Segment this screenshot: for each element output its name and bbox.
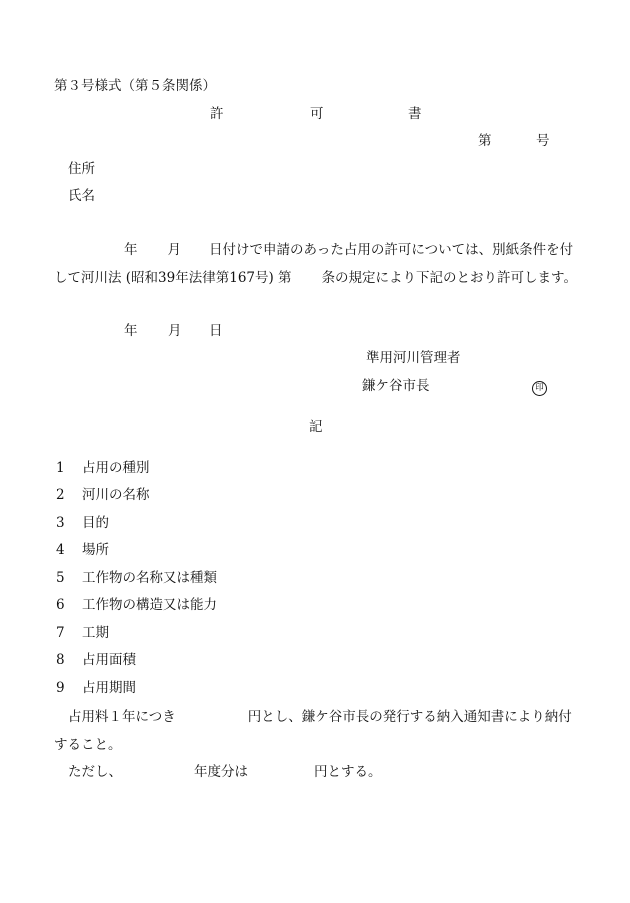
list-item (56, 654, 136, 668)
list-item (56, 544, 109, 558)
list-item (56, 599, 217, 613)
body-date-text: 日付けで申請のあった占用の許可については、別紙条件を付して河川法 (昭和39年法律第167号) 第 (54, 242, 574, 286)
item-number: 9 (56, 680, 65, 696)
item-number: 1 (56, 460, 65, 476)
item-label: 目的 (82, 515, 109, 531)
fee-text-2: 円とし、鎌ケ谷市長の発行する納入通知書により納付すること。 (54, 709, 572, 753)
proviso-text-3: 円とする。 (314, 764, 382, 780)
item-label: 工期 (82, 625, 109, 641)
proviso-line (68, 766, 382, 780)
seal-mark (532, 380, 547, 396)
body-year: 年 (124, 242, 138, 258)
issue-day: 日 (209, 323, 223, 339)
item-number: 5 (56, 570, 65, 586)
item-number: 6 (56, 597, 65, 613)
list-item (56, 572, 217, 586)
seal-icon: 印 (532, 381, 547, 396)
body-article-text: 条の規定により下記のとおり許可します。 (321, 270, 577, 286)
item-label: 工作物の構造又は能力 (82, 597, 217, 613)
heading-char-3: 書 (408, 106, 422, 122)
item-label: 占用の種別 (82, 460, 150, 476)
list-item (56, 682, 136, 696)
proviso-text-1: ただし、 (68, 764, 122, 780)
list-item (56, 462, 150, 476)
item-label: 占用期間 (82, 680, 136, 696)
number-prefix: 第 (478, 133, 492, 149)
list-item (56, 489, 150, 503)
fee-text-1: 占用料１年につき (68, 709, 176, 725)
item-number: 3 (56, 515, 65, 531)
item-number: 2 (56, 487, 65, 503)
body-month: 月 (167, 242, 181, 258)
item-label: 工作物の名称又は種類 (82, 570, 217, 586)
heading-char-1: 許 (210, 106, 224, 122)
item-number: 4 (56, 542, 65, 558)
issue-month: 月 (168, 323, 182, 339)
ki-heading: 記 (309, 419, 323, 435)
number-suffix: 号 (536, 133, 550, 149)
name-label: 氏名 (68, 188, 95, 204)
list-item (56, 627, 109, 641)
list-item (56, 517, 109, 531)
fee-paragraph (54, 703, 578, 759)
address-label: 住所 (68, 161, 95, 177)
form-title: 第３号様式（第５条関係） (54, 78, 216, 94)
issue-year: 年 (124, 323, 138, 339)
issuer-title: 準用河川管理者 (366, 350, 461, 366)
item-number: 8 (56, 652, 65, 668)
issuer-name: 鎌ケ谷市長 (362, 378, 430, 394)
heading-char-2: 可 (310, 106, 324, 122)
body-paragraph (54, 236, 578, 292)
item-label: 占用面積 (82, 652, 136, 668)
proviso-text-2: 年度分は (194, 764, 248, 780)
item-label: 河川の名称 (82, 487, 150, 503)
item-label: 場所 (82, 542, 109, 558)
item-number: 7 (56, 625, 65, 641)
